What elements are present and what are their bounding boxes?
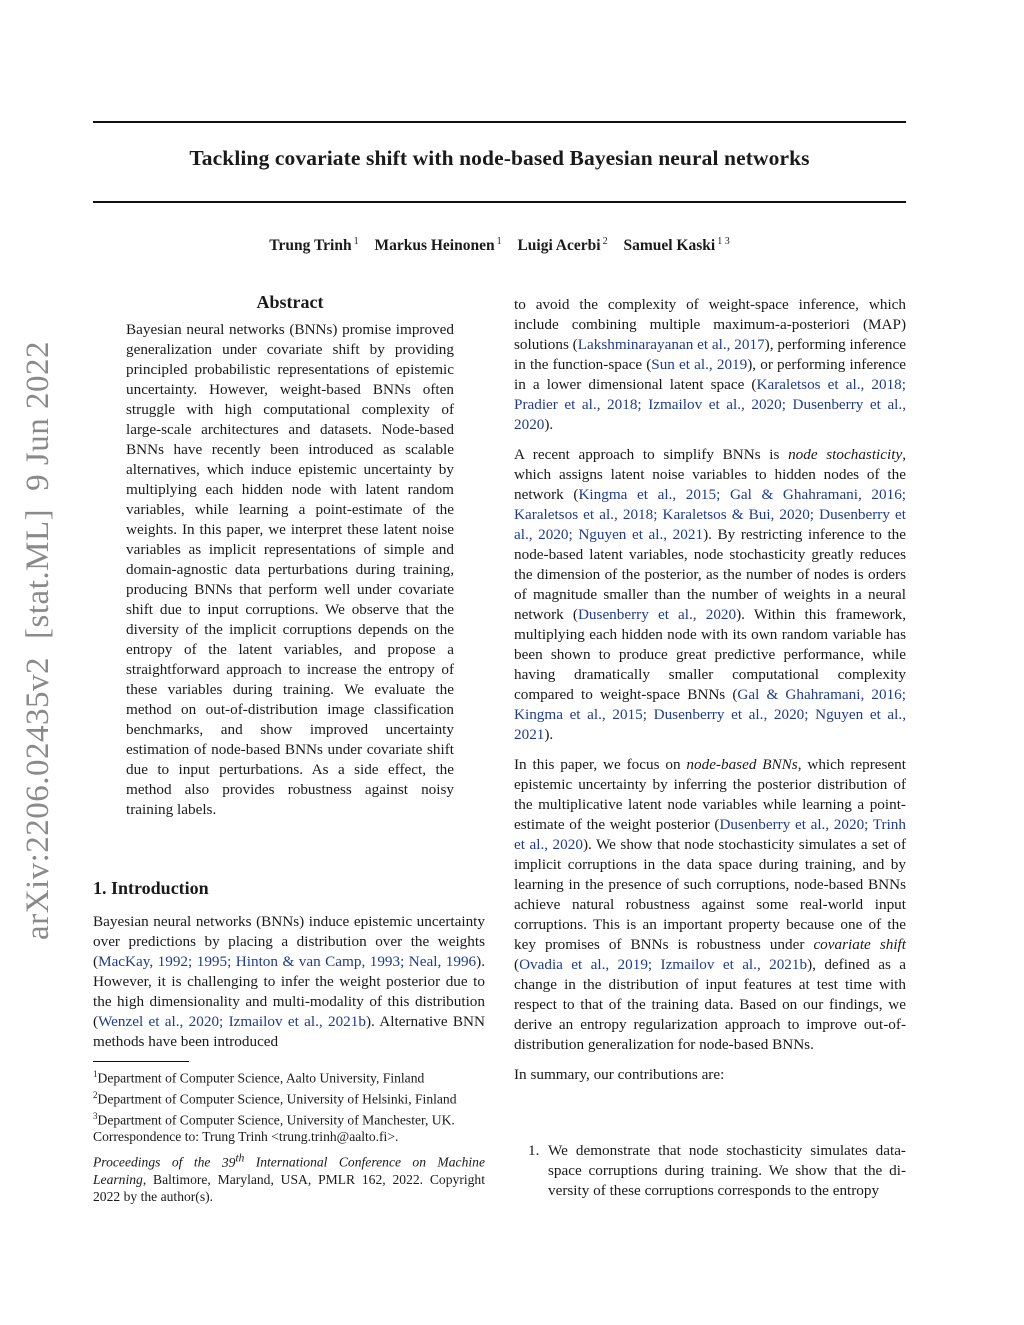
citation-link[interactable]: Wenzel et al., 2020; Izmailov et al., 2021b [98, 1013, 366, 1030]
abstract-heading: Abstract [256, 292, 324, 312]
body-text: , which represent epistemic uncertainty by inferring the posterior distribution of the multiplicative latent node variables while learning a point-estimate of the weight posterior ( [514, 756, 906, 833]
body-text: ), performing inference in the function-space ( [514, 336, 906, 373]
proceedings-notice [93, 1150, 485, 1205]
citation-link[interactable]: MacKay, 1992; 1995; Hinton & van Camp, 1993; Neal, 1996 [98, 953, 477, 970]
paragraph: In summary, our contributions are: [514, 1066, 725, 1083]
author-name: Markus Heinonen [374, 237, 495, 255]
paragraph [514, 755, 906, 1055]
arxiv-date: 9 Jun 2022 [20, 341, 56, 491]
body-text: ( [514, 956, 520, 973]
body-text: ). However, it is challenging to infer the weight posterior due to the high dimensionality and multi-modality of this distribution ( [93, 953, 485, 1030]
body-text: In this paper, we focus on [514, 756, 687, 773]
citation-link[interactable]: Kingma et al., 2015; Gal & Ghahramani, 2016; Karaletsos et al., 2018; Karaletsos & Bui, 2020; Dusenberry et al., 2020; Nguyen et al., 2021 [514, 486, 907, 543]
footnote-mark: 2 [93, 1090, 98, 1101]
body-text: ). Alternative BNN methods have been introduced [93, 1013, 485, 1050]
author [374, 237, 501, 254]
footnote-rule [93, 1061, 189, 1062]
contributions-list [528, 1141, 906, 1201]
author-name: Trung Trinh [269, 237, 352, 255]
body-text: ). [544, 726, 554, 743]
proceedings-ordinal-suffix: th [235, 1152, 245, 1164]
citation-link[interactable]: Karaletsos et al., 2018; Pradier et al., 2018; Izmailov et al., 2020; Dusenberry et al., 2020 [514, 376, 906, 433]
title-rule-top [93, 121, 906, 123]
emphasis-text: covariate shift [813, 936, 906, 953]
author-name: Luigi Acerbi [517, 237, 601, 255]
body-text: ). [544, 416, 554, 433]
affiliation-mark: 1 [353, 236, 359, 247]
proceedings-text: , Baltimore, Maryland, USA, PMLR 162, 2022. Copyright 2022 by the author(s). [93, 1171, 485, 1204]
body-text: to avoid the complexity of weight-space inference, which include combining multiple maximum-a-posteriori (MAP) solutions ( [514, 296, 906, 353]
emphasis-text: node stochasticity [788, 446, 903, 463]
author-name: Samuel Kaski [623, 237, 716, 255]
citation-link[interactable]: Gal & Ghahramani, 2016; Kingma et al., 2015; Dusenberry et al., 2020; Nguyen et al., 2021 [514, 686, 906, 743]
footnotes [93, 1066, 493, 1146]
affiliation-mark: 2 [602, 236, 608, 247]
citation-link[interactable]: Lakshminarayanan et al., 2017 [577, 336, 765, 353]
introduction-paragraph [93, 912, 485, 1052]
correspondence-text: Correspondence to: Trung Trinh <trung.trinh@aalto.fi>. [93, 1129, 399, 1145]
author [623, 237, 729, 254]
arxiv-id: arXiv:2206.02435v2 [20, 656, 56, 940]
citation-link[interactable]: Ovadia et al., 2019; Izmailov et al., 2021b [519, 956, 808, 973]
body-text: , which assigns latent noise variables to hidden nodes of the network ( [514, 446, 906, 503]
arxiv-category: [stat.ML] [20, 508, 56, 639]
proceedings-ordinal: 39 [221, 1154, 236, 1170]
right-column [514, 295, 906, 1095]
paper-title: Tackling covariate shift with node-based Bayesian neural networks [189, 146, 810, 170]
footnote [93, 1087, 493, 1108]
proceedings-text: International Conference on Machine Learning [93, 1154, 485, 1187]
body-text: Bayesian neural networks (BNNs) induce epistemic uncertainty over predictions by placing a distribution over the weights ( [93, 913, 485, 970]
body-text: ). By restricting inference to the node-based latent variables, node stochasticity greatly reduces the dimension of the posterior, as the number of nodes is orders of magnitude smaller than the number of weights in a neural network ( [514, 526, 906, 623]
author-list [93, 236, 906, 255]
arxiv-watermark [20, 323, 57, 940]
affiliation-mark: 1 [496, 236, 502, 247]
proceedings-text: Proceedings of the [93, 1154, 211, 1170]
body-text: ). We show that node stochasticity simulates a set of implicit corruptions in the data space during training, and by learning in the presence of such corruptions, node-based BNNs achieve natural robustness against some real-world input corruptions. This is an important property because one of the key promises of BNNs is robustness under [514, 836, 906, 953]
body-text: ), defined as a change in the distribution of input features at test time with respect to that of the training data. Based on our findings, we derive an entropy regularization approach to improve out-of-distribution generalization for node-based BNNs. [514, 956, 906, 1053]
title-rule-bottom [93, 201, 906, 203]
footnote-text: Department of Computer Science, Aalto University, Finland [97, 1070, 425, 1086]
footnote-mark: 3 [93, 1111, 98, 1122]
author [269, 237, 358, 254]
citation-link[interactable]: Dusenberry et al., 2020; Trinh et al., 2020 [514, 816, 906, 853]
list-number: 1. [528, 1142, 540, 1159]
emphasis-text: node-based BNNs [686, 756, 798, 773]
list-item-text: We demonstrate that node stochasticity simulates data-space corruptions during training. We show that the diversity of these corruptions corresponds to the entropy [548, 1142, 906, 1199]
paragraph [514, 445, 906, 745]
body-text: ). Within this framework, multiplying each hidden node with its own random variable has been shown to produce great predictive performance, while having dramatically smaller computational complexity compared to weight-space BNNs ( [514, 606, 907, 703]
footnote-text: Department of Computer Science, University of Helsinki, Finland [97, 1091, 457, 1107]
citation-link[interactable]: Dusenberry et al., 2020 [577, 606, 737, 623]
paragraph [514, 295, 906, 435]
body-text: A recent approach to simplify BNNs is [514, 446, 789, 463]
footnote [93, 1066, 493, 1087]
footnote-text: Department of Computer Science, University of Manchester, UK. [97, 1112, 455, 1128]
footnote [93, 1108, 493, 1129]
author [517, 237, 607, 254]
body-text: ), or performing inference in a lower dimensional latent space ( [514, 356, 906, 393]
footnote [93, 1129, 493, 1146]
abstract-text: Bayesian neural networks (BNNs) promise improved generalization under covariate shift by providing principled probabilistic representations of epistemic uncertainty. However, weight-based BNNs often struggle with high computational complexity of large-scale architectures and datasets. Node-based BNNs have recently been introduced as scalable alternatives, which induce epistemic uncertainty by multiplying each hidden node with latent random variables, while learning a point-estimate of the weights. In this paper, we interpret these latent noise variables as implicit representations of simple and domain-agnostic data perturbations during training, producing BNNs that perform well under covariate shift due to input corruptions. We observe that the diversity of the implicit corruptions depends on the entropy of the latent variables, and propose a straightforward approach to increase the entropy of these variables during training. We evaluate the method on out-of-distribution image classification benchmarks, and show improved uncertainty estimation of node-based BNNs under covariate shift due to input perturbations. As a side effect, the method also provides robustness against noisy training labels. [126, 321, 454, 818]
section-heading-introduction: 1. Introduction [93, 878, 209, 898]
footnote-mark: 1 [93, 1069, 98, 1079]
affiliation-mark: 1 3 [717, 236, 730, 247]
citation-link[interactable]: Sun et al., 2019 [651, 356, 748, 373]
list-item [528, 1141, 906, 1201]
